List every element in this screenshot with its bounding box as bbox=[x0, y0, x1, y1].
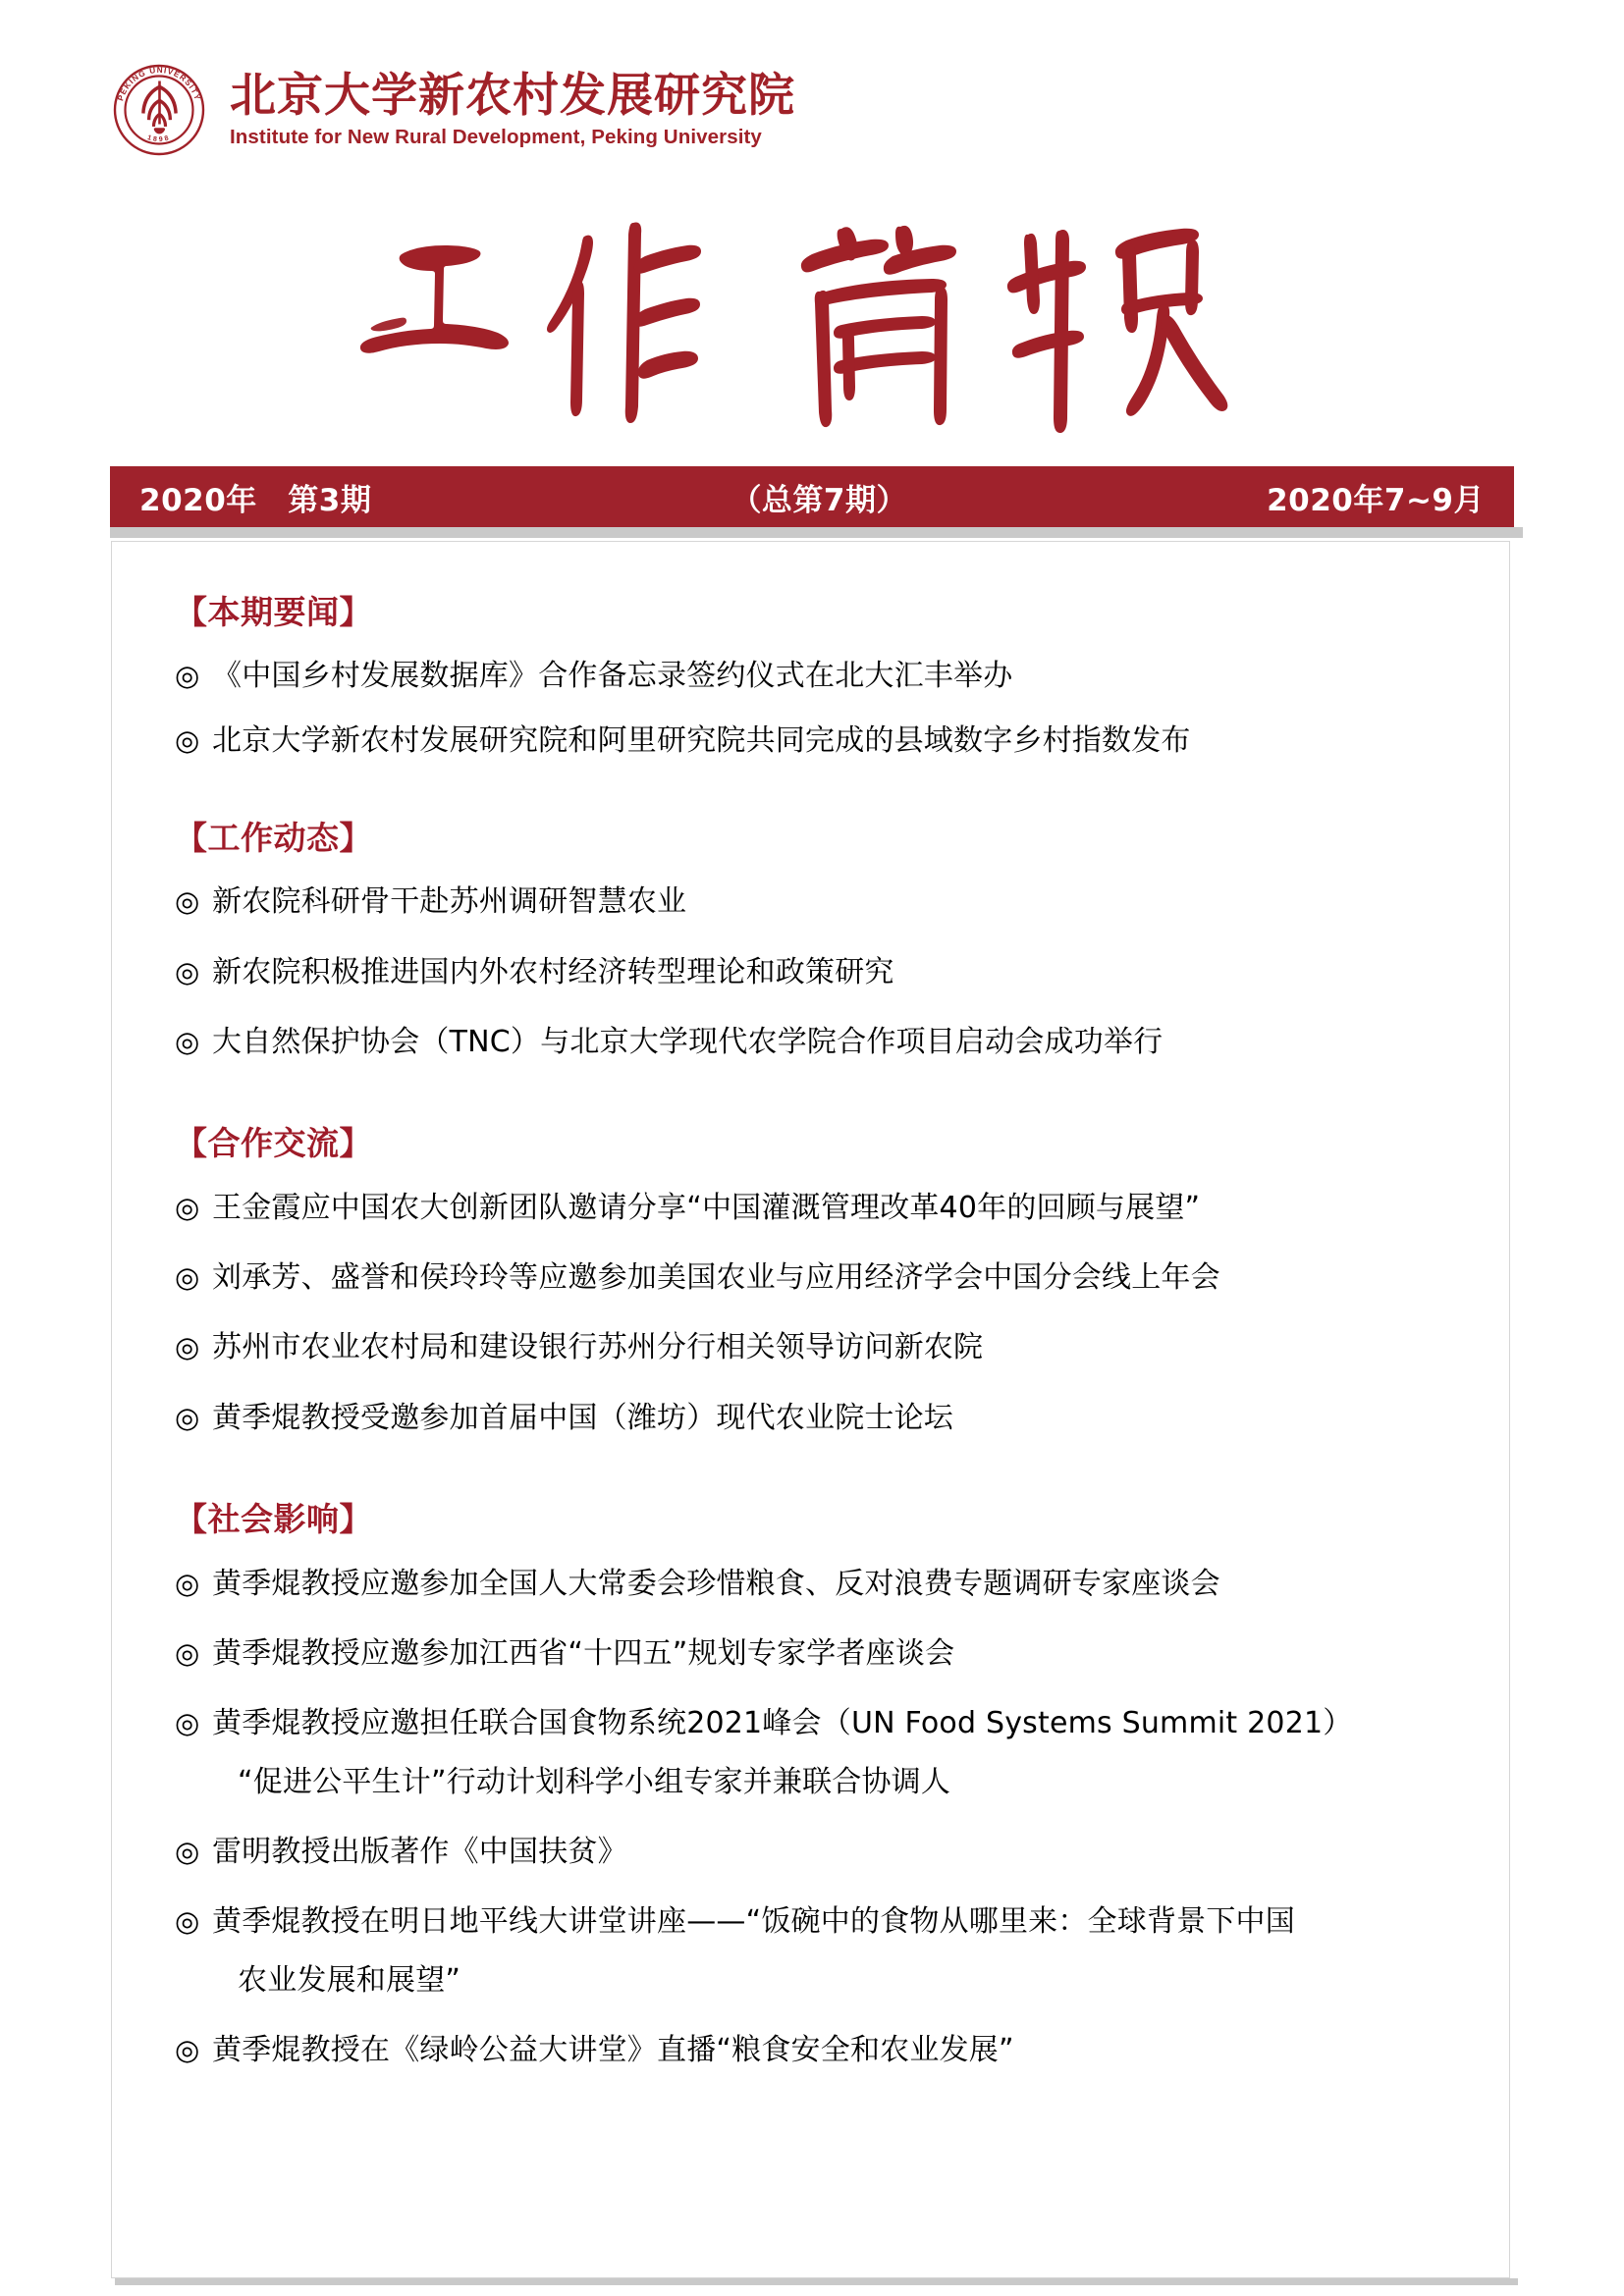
bullet-icon: ◎ bbox=[175, 659, 200, 693]
bullet-icon: ◎ bbox=[175, 1260, 200, 1295]
list-item[interactable] bbox=[175, 881, 1481, 922]
bullet-icon: ◎ bbox=[175, 1566, 200, 1600]
frame-shadow-bottom bbox=[115, 2278, 1518, 2285]
list-item[interactable] bbox=[175, 1703, 1481, 1802]
bullet-icon: ◎ bbox=[175, 1190, 200, 1224]
bullet-icon: ◎ bbox=[175, 884, 200, 919]
svg-text:1898: 1898 bbox=[146, 133, 172, 144]
bullet-icon: ◎ bbox=[175, 2033, 200, 2067]
list-item-label: 《中国乡村发展数据库》合作备忘录签约仪式在北大汇丰举办 bbox=[212, 659, 1013, 694]
institute-name-cn: 北京大学新农村发展研究院 bbox=[230, 68, 795, 123]
section-cooperation bbox=[175, 1123, 1481, 1438]
svg-text:PEKING UNIVERSITY: PEKING UNIVERSITY bbox=[116, 65, 202, 102]
list-item-label: 黄季焜教授应邀参加全国人大常委会珍惜粮食、反对浪费专题调研专家座谈会 bbox=[212, 1566, 1220, 1601]
list-item-label: 刘承芳、盛誉和侯玲玲等应邀参加美国农业与应用经济学会中国分会线上年会 bbox=[212, 1260, 1220, 1296]
section-heading-news: 【本期要闻】 bbox=[175, 593, 372, 631]
list-item[interactable] bbox=[175, 656, 1481, 696]
list-item[interactable] bbox=[175, 721, 1481, 761]
list-item-label: 黄季焜教授应邀担任联合国食物系统2021峰会（UN Food Systems Summit 2021） bbox=[212, 1706, 1353, 1741]
list-item[interactable] bbox=[175, 952, 1481, 992]
bullet-icon: ◎ bbox=[175, 1835, 200, 1869]
masthead-title bbox=[0, 192, 1624, 438]
bullet-icon: ◎ bbox=[175, 1025, 200, 1059]
list-item-label: 王金霞应中国农大创新团队邀请分享“中国灌溉管理改革40年的回顾与展望” bbox=[212, 1190, 1201, 1225]
section-heading-social-impact: 【社会影响】 bbox=[175, 1500, 372, 1539]
bullet-icon: ◎ bbox=[175, 1330, 200, 1364]
institute-header bbox=[110, 61, 795, 159]
list-item-label: 黄季焜教授在《绿岭公益大讲堂》直播“粮食安全和农业发展” bbox=[212, 2033, 1014, 2068]
list-item[interactable] bbox=[175, 1832, 1481, 1872]
list-item-label: 大自然保护协会（TNC）与北京大学现代农学院合作项目启动会成功举行 bbox=[212, 1025, 1164, 1060]
list-item[interactable] bbox=[175, 1633, 1481, 1674]
institute-title-block bbox=[230, 68, 795, 148]
list-item-label-wrapper bbox=[212, 1901, 1481, 2001]
section-social-impact bbox=[175, 1499, 1481, 2070]
list-item-label: 北京大学新农村发展研究院和阿里研究院共同完成的县域数字乡村指数发布 bbox=[212, 722, 1191, 758]
list-item[interactable] bbox=[175, 1327, 1481, 1367]
issue-date-range: 2020年7~9月 bbox=[1267, 482, 1485, 518]
bullet-icon: ◎ bbox=[175, 1635, 200, 1670]
list-item-label: 黄季焜教授受邀参加首届中国（潍坊）现代农业院士论坛 bbox=[212, 1400, 953, 1435]
list-item[interactable] bbox=[175, 1022, 1481, 1062]
institute-name-en: Institute for New Rural Development, Peking University bbox=[230, 125, 762, 148]
list-item-label: 黄季焜教授应邀参加江西省“十四五”规划专家学者座谈会 bbox=[212, 1635, 955, 1671]
list-item[interactable] bbox=[175, 1564, 1481, 1604]
bullet-icon: ◎ bbox=[175, 722, 200, 757]
masthead-calligraphy bbox=[351, 197, 1273, 433]
list-item-label: 黄季焜教授在明日地平线大讲堂讲座——“饭碗中的食物从哪里来：全球背景下中国 bbox=[212, 1904, 1295, 1940]
list-item[interactable] bbox=[175, 1188, 1481, 1228]
issue-banner bbox=[110, 466, 1514, 527]
peking-university-seal-icon bbox=[110, 61, 208, 159]
list-item-label: 雷明教授出版著作《中国扶贫》 bbox=[212, 1835, 627, 1870]
list-item-label: 新农院积极推进国内外农村经济转型理论和政策研究 bbox=[212, 954, 894, 989]
banner-shadow bbox=[110, 527, 1523, 538]
issue-total-number: （总第7期） bbox=[731, 482, 908, 518]
list-item[interactable] bbox=[175, 1257, 1481, 1298]
bullet-icon: ◎ bbox=[175, 1904, 200, 1939]
list-item[interactable] bbox=[175, 1398, 1481, 1438]
list-item-label-continued: 农业发展和展望” bbox=[238, 1962, 461, 1998]
bullet-icon: ◎ bbox=[175, 954, 200, 988]
section-heading-work: 【工作动态】 bbox=[175, 819, 372, 858]
list-item-label: 新农院科研骨干赴苏州调研智慧农业 bbox=[212, 884, 687, 920]
list-item-label: 苏州市农业农村局和建设银行苏州分行相关领导访问新农院 bbox=[212, 1330, 984, 1365]
issue-number: 2020年 第3期 bbox=[139, 482, 372, 518]
bullet-icon: ◎ bbox=[175, 1400, 200, 1434]
list-item-label-wrapper bbox=[212, 1703, 1481, 1802]
bullet-icon: ◎ bbox=[175, 1706, 200, 1740]
list-item-label-continued: “促进公平生计”行动计划科学小组专家并兼联合协调人 bbox=[238, 1764, 951, 1799]
list-item[interactable] bbox=[175, 1901, 1481, 2001]
table-of-contents bbox=[175, 592, 1481, 2101]
section-work bbox=[175, 818, 1481, 1062]
list-item[interactable] bbox=[175, 2030, 1481, 2070]
section-news bbox=[175, 592, 1481, 761]
section-heading-cooperation: 【合作交流】 bbox=[175, 1124, 372, 1163]
